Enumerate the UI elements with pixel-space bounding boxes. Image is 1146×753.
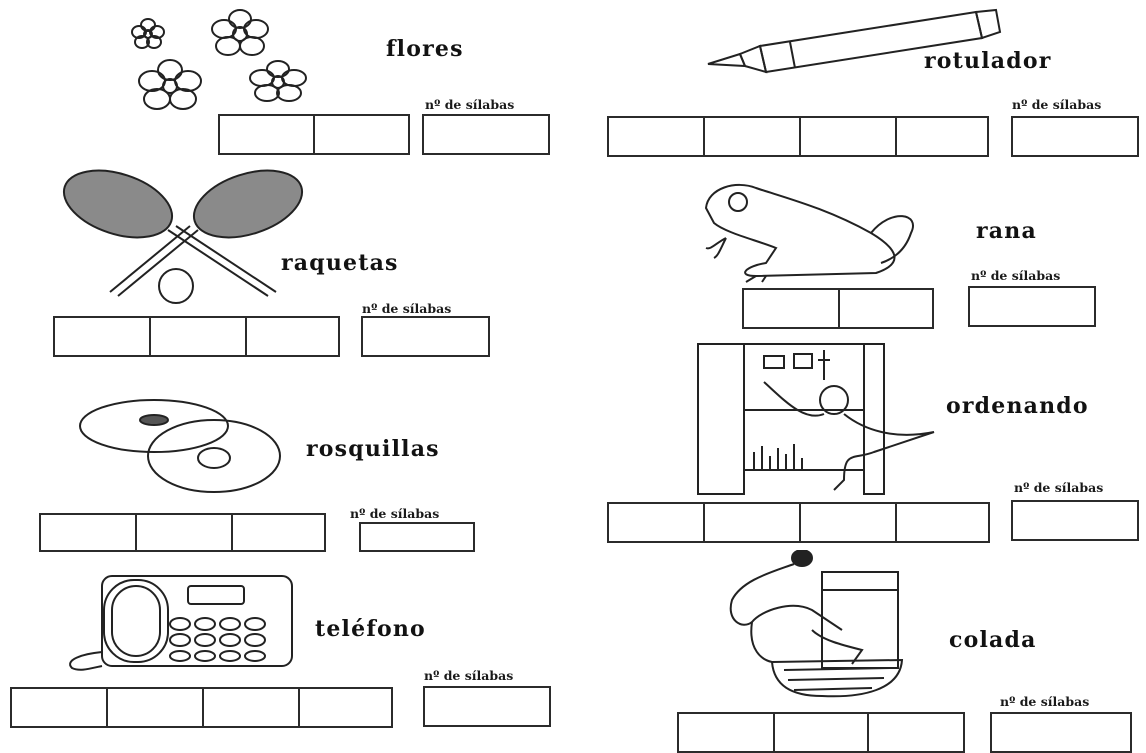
word-rosquillas: rosquillas (306, 436, 440, 462)
syllable-count-label: nº de sílabas (1014, 480, 1104, 495)
syllable-box[interactable] (313, 114, 410, 155)
syllable-box[interactable] (202, 687, 300, 728)
donuts-icon (74, 396, 294, 496)
syllable-count-label: nº de sílabas (362, 301, 452, 316)
syllable-box[interactable] (245, 316, 340, 357)
syllable-box[interactable] (53, 316, 151, 357)
syllable-box[interactable] (895, 116, 989, 157)
syllable-box[interactable] (607, 502, 705, 543)
syllable-box[interactable] (298, 687, 393, 728)
syllable-count-label: nº de sílabas (1012, 97, 1102, 112)
syllable-box[interactable] (895, 502, 990, 543)
word-telefono: teléfono (315, 616, 426, 642)
syllable-box[interactable] (703, 502, 801, 543)
syllable-count-label: nº de sílabas (424, 668, 514, 683)
syllable-count-box[interactable] (361, 316, 490, 357)
syllable-count-label: nº de sílabas (350, 506, 440, 521)
syllable-box[interactable] (838, 288, 934, 329)
word-flores: flores (386, 36, 464, 62)
syllable-box[interactable] (607, 116, 705, 157)
syllable-box[interactable] (218, 114, 315, 155)
syllable-box[interactable] (135, 513, 233, 552)
woman-laundry-icon (712, 550, 912, 700)
syllable-count-box[interactable] (423, 686, 551, 727)
telephone-icon (62, 572, 302, 674)
syllable-box[interactable] (799, 116, 897, 157)
syllable-box[interactable] (39, 513, 137, 552)
word-rana: rana (976, 218, 1037, 244)
syllable-count-label: nº de sílabas (425, 97, 515, 112)
syllable-count-box[interactable] (422, 114, 550, 155)
tennis-rackets-icon (58, 168, 318, 308)
syllable-box[interactable] (149, 316, 247, 357)
word-rotulador: rotulador (924, 48, 1052, 74)
syllable-count-label: nº de sílabas (1000, 694, 1090, 709)
word-colada: colada (949, 627, 1037, 653)
syllable-box[interactable] (231, 513, 326, 552)
syllable-count-box[interactable] (1011, 116, 1139, 157)
flowers-icon (118, 8, 348, 118)
girl-tidying-shelf-icon (694, 340, 940, 496)
frog-icon (696, 178, 926, 283)
syllable-count-label: nº de sílabas (971, 268, 1061, 283)
syllable-count-box[interactable] (968, 286, 1096, 327)
syllable-box[interactable] (10, 687, 108, 728)
word-ordenando: ordenando (946, 393, 1089, 419)
syllable-count-box[interactable] (359, 522, 475, 552)
syllable-box[interactable] (703, 116, 801, 157)
word-raquetas: raquetas (281, 250, 399, 276)
syllable-box[interactable] (799, 502, 897, 543)
syllable-box[interactable] (742, 288, 840, 329)
syllable-box[interactable] (106, 687, 204, 728)
syllable-count-box[interactable] (1011, 500, 1139, 541)
